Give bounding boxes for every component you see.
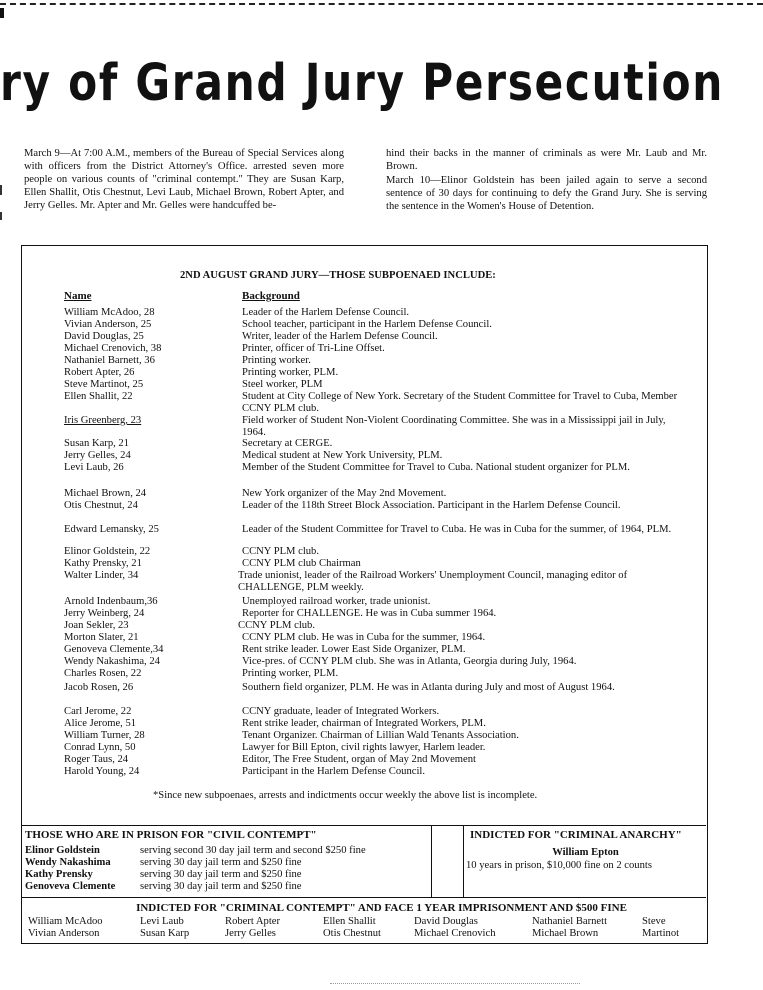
person-background: Printer, officer of Tri-Line Offset.	[242, 343, 385, 354]
prisoner-name: Genoveva Clemente	[25, 881, 116, 892]
person-background: Printing worker.	[242, 355, 311, 366]
defendant-name: Michael Brown	[532, 928, 599, 939]
person-background: Southern field organizer, PLM. He was in Atlanta during July and most of August 1964.	[242, 682, 615, 693]
person-name: Arnold Indenbaum,36	[64, 596, 158, 607]
person-background: School teacher, participant in the Harlem Defense Council.	[242, 319, 492, 330]
person-name: Jerry Weinberg, 24	[64, 608, 145, 619]
prisoner-term: serving 30 day jail term and $250 fine	[140, 881, 302, 892]
person-name: Iris Greenberg, 23	[64, 415, 142, 426]
prisoner-row	[25, 845, 366, 857]
person-name: Otis Chestnut, 24	[64, 500, 138, 511]
defendant-name: David Douglas	[414, 916, 478, 927]
person-background: Leader of the 118th Street Block Association. Participant in the Harlem Defense Council.	[242, 500, 621, 511]
person-background: Rent strike leader. Lower East Side Organizer, PLM.	[242, 644, 466, 655]
defendant-name: Michael Crenovich	[414, 928, 496, 939]
prisoner-row	[25, 869, 366, 881]
intro-paragraph-continued: hind their backs in the manner of criminals as were Mr. Laub and Mr. Brown.	[386, 148, 707, 172]
person-name: Wendy Nakashima, 24	[64, 656, 160, 667]
prisoner-term: serving second 30 day jail term and second $250 fine	[140, 845, 366, 856]
criminal-anarchy-section	[463, 825, 707, 897]
name-column-header: Name	[64, 290, 92, 302]
intro-paragraph-march10: March 10—Elinor Goldstein has been jailed again to serve a second sentence of 30 days for continuing to defy the Grand Jury. She is serving the sentence in the Women's House of Detention.	[386, 175, 707, 212]
criminal-contempt-title: INDICTED FOR "CRIMINAL CONTEMPT" AND FACE 1 YEAR IMPRISONMENT AND $500 FINE	[136, 902, 627, 914]
prisoner-name: Wendy Nakashima	[25, 857, 111, 868]
person-name: William McAdoo, 28	[64, 307, 155, 318]
person-name: Walter Linder, 34	[64, 570, 139, 581]
person-background: Leader of the Harlem Defense Council.	[242, 307, 410, 318]
bottom-margin-mark	[330, 983, 580, 984]
person-name: Robert Apter, 26	[64, 367, 135, 378]
box-title: 2ND AUGUST GRAND JURY—THOSE SUBPOENAED INCLUDE:	[180, 270, 496, 281]
person-background: CCNY graduate, leader of Integrated Workers.	[242, 706, 440, 717]
person-background: Vice-pres. of CCNY PLM club. She was in Atlanta, Georgia during July, 1964.	[242, 656, 577, 667]
prisoner-term: serving 30 day jail term and $250 fine	[140, 857, 302, 868]
person-name: Harold Young, 24	[64, 766, 140, 777]
civil-contempt-section	[21, 825, 431, 897]
person-background: CCNY PLM club. He was in Cuba for the summer, 1964.	[242, 632, 486, 643]
headline: ry of Grand Jury Persecution	[0, 54, 725, 113]
person-name: Vivian Anderson, 25	[64, 319, 152, 330]
defendant-name: Martinot	[642, 928, 680, 939]
person-name: Morton Slater, 21	[64, 632, 139, 643]
prisoner-name: Kathy Prensky	[25, 869, 93, 880]
person-background: Trade unionist, leader of the Railroad Workers' Unemployment Council, managing editor of CHALLENGE, PLM weekly.	[238, 570, 628, 593]
prisoner-name: Elinor Goldstein	[25, 845, 100, 856]
person-name: Edward Lemansky, 25	[64, 524, 159, 535]
defendant-name: Vivian Anderson	[28, 928, 100, 939]
person-background: Member of the Student Committee for Travel to Cuba. National student organizer for PLM.	[242, 462, 630, 473]
defendant-name: Steve	[642, 916, 666, 927]
person-name: David Douglas, 25	[64, 331, 144, 342]
prisoner-term: serving 30 day jail term and $250 fine	[140, 869, 302, 880]
person-name: Carl Jerome, 22	[64, 706, 132, 717]
person-name: Nathaniel Barnett, 36	[64, 355, 155, 366]
person-name: Susan Karp, 21	[64, 438, 130, 449]
person-name: Alice Jerome, 51	[64, 718, 137, 729]
person-name: Ellen Shallit, 22	[64, 391, 133, 402]
person-background: Secretary at CERGE.	[242, 438, 333, 449]
person-background: Reporter for CHALLENGE. He was in Cuba summer 1964.	[242, 608, 497, 619]
defendant-name: Susan Karp	[140, 928, 190, 939]
person-background: New York organizer of the May 2nd Movement.	[242, 488, 447, 499]
defendant-name: Otis Chestnut	[323, 928, 381, 939]
person-background: Leader of the Student Committee for Travel to Cuba. He was in Cuba for the summer, of 1964, PLM.	[242, 524, 672, 535]
person-name: Joan Sekler, 23	[64, 620, 129, 631]
top-rule	[0, 3, 763, 5]
defendant-name: William McAdoo	[28, 916, 103, 927]
person-background: Steel worker, PLM	[242, 379, 323, 390]
defendant-name: Ellen Shallit	[323, 916, 376, 927]
anarchy-sentence: 10 years in prison, $10,000 fine on 2 counts	[466, 860, 652, 871]
person-background: Rent strike leader, chairman of Integrated Workers, PLM.	[242, 718, 486, 729]
person-background: CCNY PLM club.	[242, 546, 320, 557]
person-background: Field worker of Student Non-Violent Coordinating Committee. She was in a Mississippi jail in July, 1964.	[242, 415, 666, 438]
corner-mark	[0, 8, 4, 18]
person-name: Elinor Goldstein, 22	[64, 546, 151, 557]
margin-mark	[0, 212, 2, 220]
person-background: Printing worker, PLM.	[242, 367, 339, 378]
person-background: Student at City College of New York. Secretary of the Student Committee for Travel to Cuba, Member CCNY PLM club.	[242, 391, 678, 414]
person-name: Michael Crenovich, 38	[64, 343, 162, 354]
person-name: William Turner, 28	[64, 730, 145, 741]
defendant-name: Robert Apter	[225, 916, 281, 927]
anarchy-defendant: William Epton	[552, 847, 619, 858]
person-background: Lawyer for Bill Epton, civil rights lawyer, Harlem leader.	[242, 742, 486, 753]
person-name: Steve Martinot, 25	[64, 379, 144, 390]
person-name: Charles Rosen, 22	[64, 668, 142, 679]
prisoner-row	[25, 881, 366, 893]
section-divider	[21, 897, 706, 898]
defendant-name: Nathaniel Barnett	[532, 916, 608, 927]
person-background: CCNY PLM club Chairman	[242, 558, 361, 569]
person-background: Printing worker, PLM.	[242, 668, 339, 679]
person-name: Kathy Prensky, 21	[64, 558, 142, 569]
person-name: Michael Brown, 24	[64, 488, 147, 499]
defendant-name: Levi Laub	[140, 916, 184, 927]
criminal-anarchy-title: INDICTED FOR "CRIMINAL ANARCHY"	[470, 829, 682, 841]
prisoner-row	[25, 857, 366, 869]
person-name: Jerry Gelles, 24	[64, 450, 131, 461]
footnote: *Since new subpoenaes, arrests and indictments occur weekly the above list is incomplete.	[153, 790, 538, 801]
person-name: Genoveva Clemente,34	[64, 644, 164, 655]
person-background: Participant in the Harlem Defense Council.	[242, 766, 425, 777]
civil-contempt-title: THOSE WHO ARE IN PRISON FOR "CIVIL CONTEMPT"	[25, 829, 317, 841]
defendant-name: Jerry Gelles	[225, 928, 276, 939]
person-background: Medical student at New York University, PLM.	[242, 450, 443, 461]
person-background: Unemployed railroad worker, trade unionist.	[242, 596, 431, 607]
intro-right-column	[386, 147, 707, 214]
intro-left-column	[24, 147, 344, 213]
person-background: Writer, leader of the Harlem Defense Council.	[242, 331, 438, 342]
person-background: CCNY PLM club.	[238, 620, 316, 631]
person-background: Tenant Organizer. Chairman of Lillian Wald Tenants Association.	[242, 730, 519, 741]
margin-mark	[0, 185, 2, 195]
person-name: Roger Taus, 24	[64, 754, 129, 765]
person-name: Levi Laub, 26	[64, 462, 124, 473]
civil-contempt-list	[25, 845, 366, 893]
background-column-header: Background	[242, 290, 300, 302]
vertical-divider	[431, 825, 432, 897]
person-background: Editor, The Free Student, organ of May 2nd Movement	[242, 754, 476, 765]
person-name: Conrad Lynn, 50	[64, 742, 136, 753]
person-name: Jacob Rosen, 26	[64, 682, 134, 693]
intro-paragraph: March 9—At 7:00 A.M., members of the Bureau of Special Services along with officers from the District Attorney's Office. arrested seven more people on various counts of "criminal contempt." They are Susan Karp, Ellen Shallit, Otis Chestnut, Levi Laub, Michael Brown, Robert Apter, and Jerry Gelles. Mr. Apter and Mr. Gelles were handcuffed be-	[24, 148, 344, 211]
